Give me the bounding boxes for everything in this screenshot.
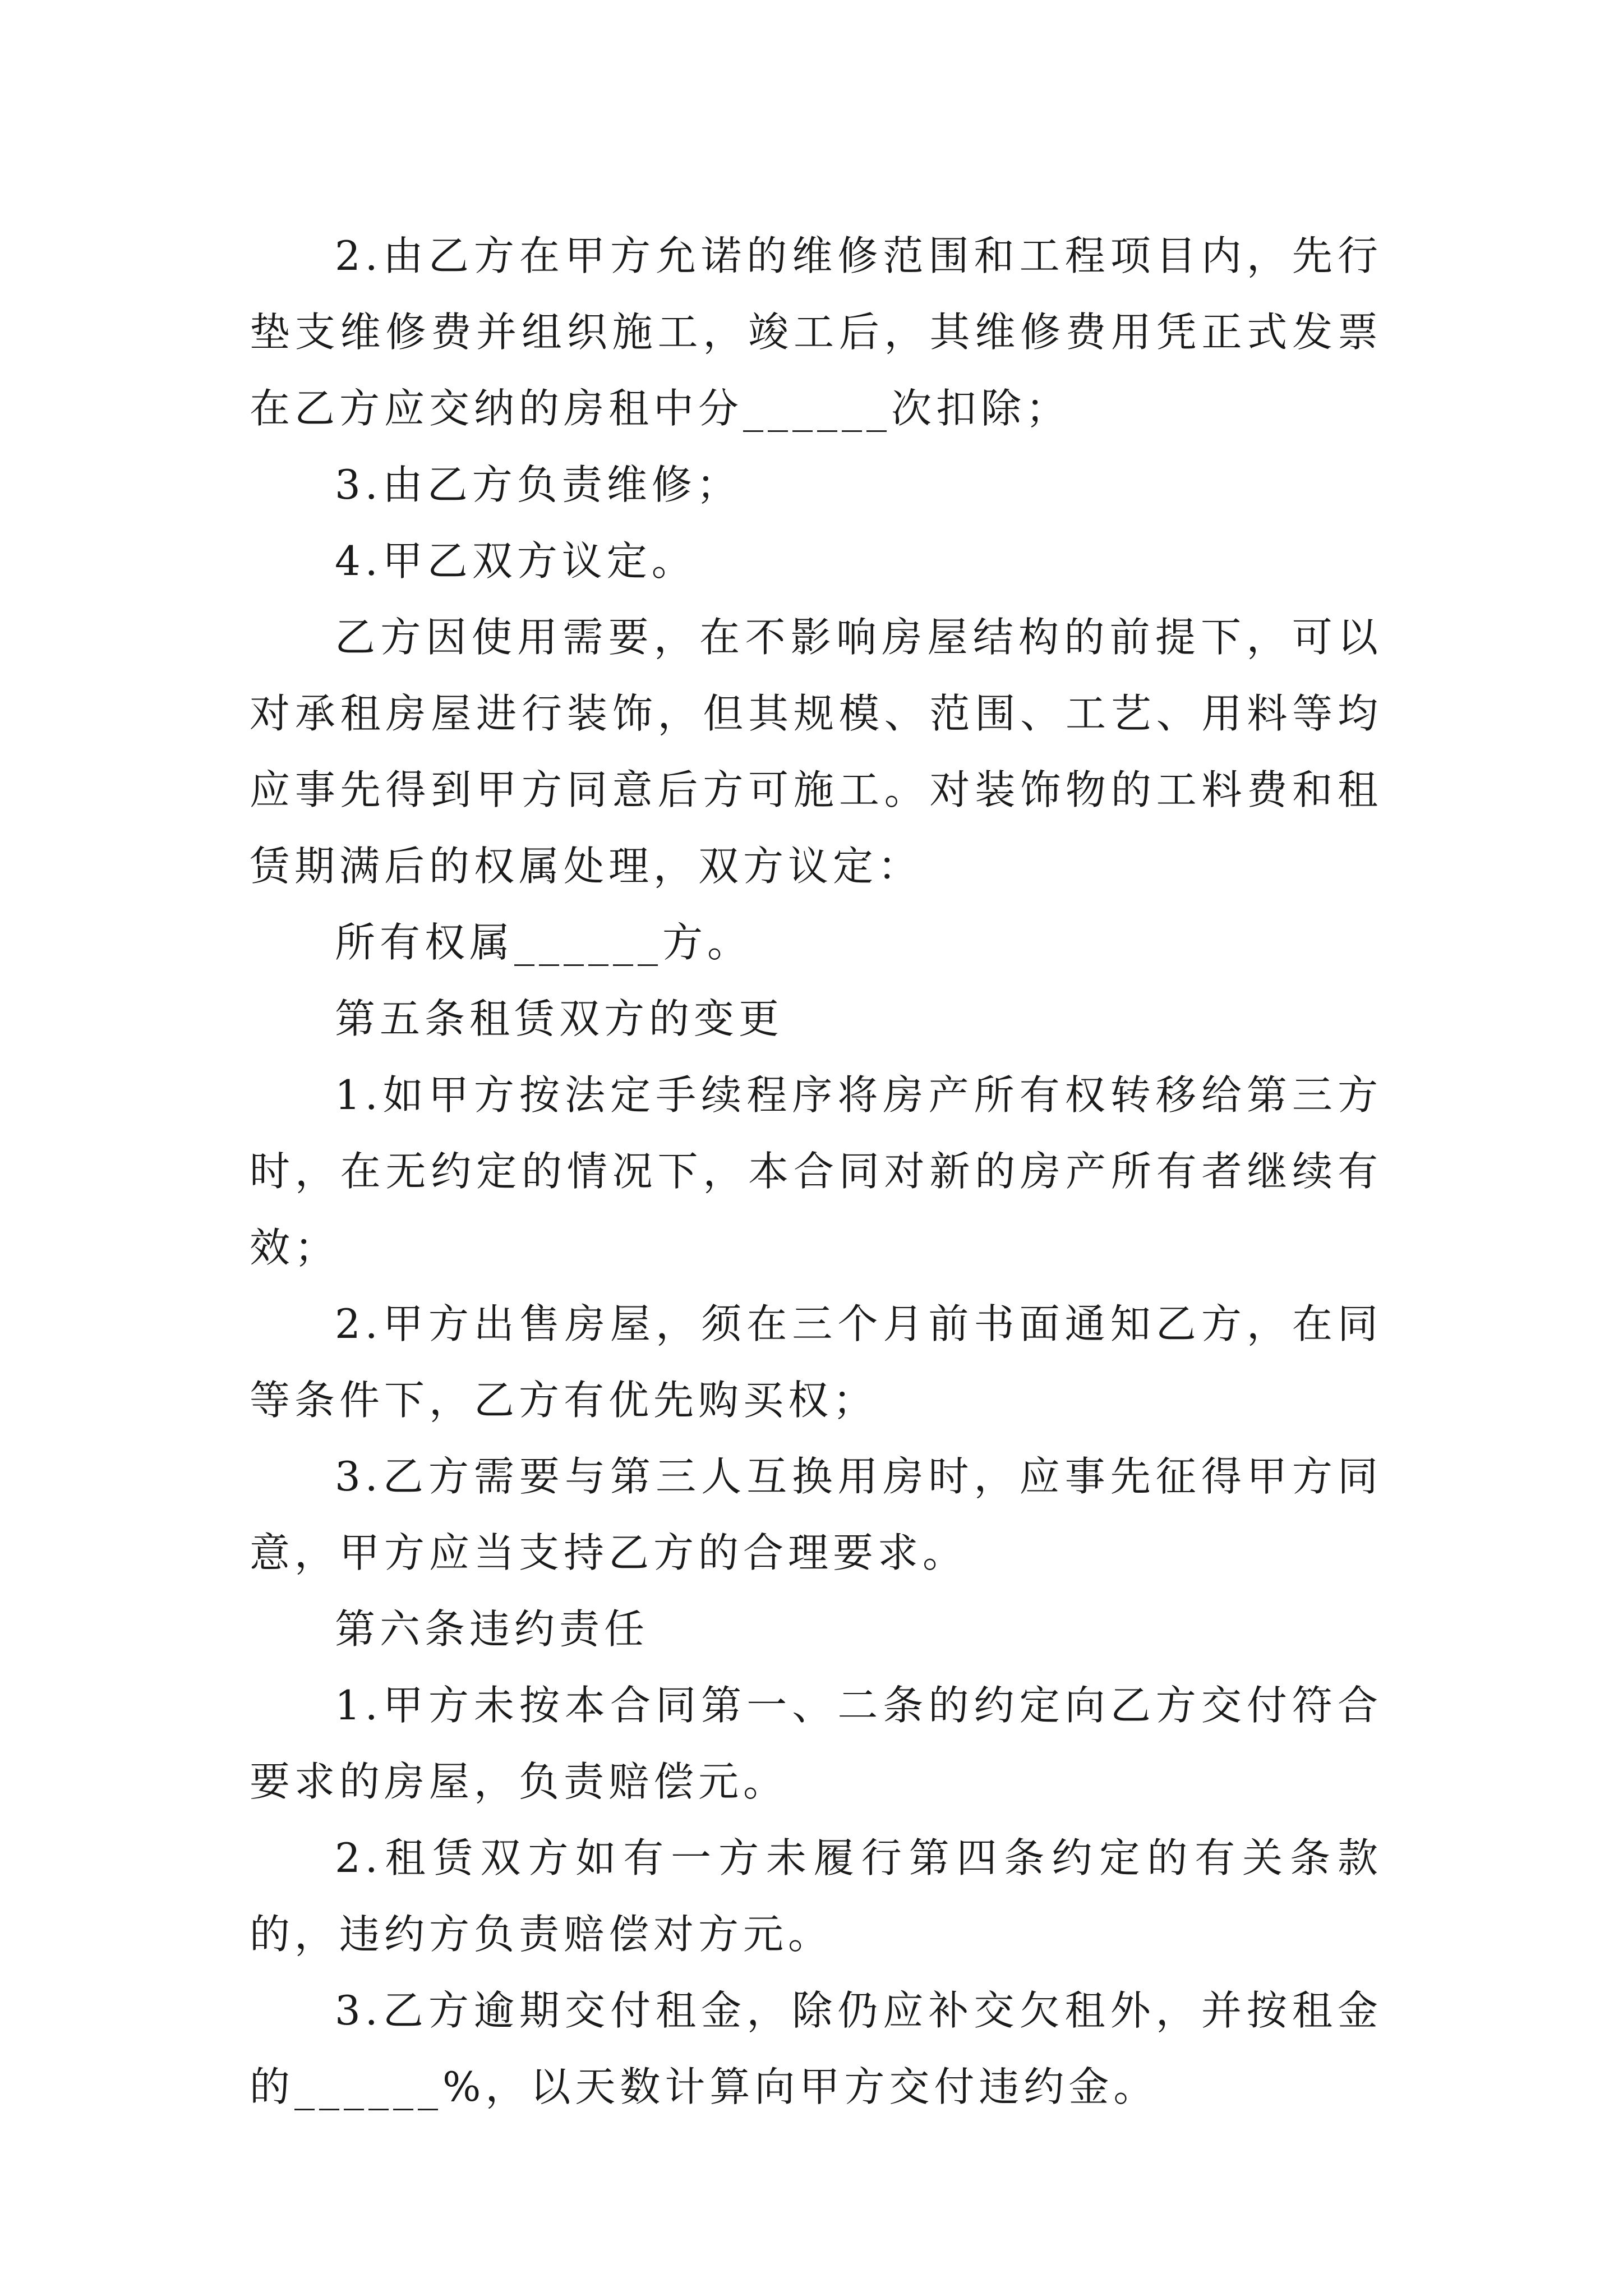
section-heading-article-6: 第六条违约责任 bbox=[335, 1605, 649, 1653]
paragraph-repair-clause-2: 2.由乙方在甲方允诺的维修范围和工程项目内，先行垫支维修费并组织施工，竣工后，其维修费用凭正式发票在乙方应交纳的房租中分______次扣除； bbox=[250, 232, 1382, 432]
paragraph-repair-clause-4: 4.甲乙双方议定。 bbox=[335, 537, 697, 585]
paragraph-decoration: 乙方因使用需要，在不影响房屋结构的前提下，可以对承租房屋进行装饰，但其规模、范围、工艺、用料等均应事先得到甲方同意后方可施工。对装饰物的工料费和租赁期满后的权属处理，双方议定： bbox=[250, 614, 1382, 890]
contract-body bbox=[250, 218, 1382, 2125]
paragraph-breach-clause-3: 3.乙方逾期交付租金，除仍应补交欠租外，并按租金的______%，以天数计算向甲方交付违约金。 bbox=[250, 1987, 1382, 2110]
paragraph-repair-clause-3: 3.由乙方负责维修； bbox=[335, 461, 741, 508]
paragraph-ownership: 所有权属______方。 bbox=[335, 919, 753, 966]
paragraph-breach-clause-1: 1.甲方未按本合同第一、二条的约定向乙方交付符合要求的房屋，负责赔偿元。 bbox=[250, 1682, 1382, 1805]
paragraph-breach-clause-2: 2.租赁双方如有一方未履行第四条约定的有关条款的，违约方负责赔偿对方元。 bbox=[250, 1834, 1382, 1958]
paragraph-change-clause-2: 2.甲方出售房屋，须在三个月前书面通知乙方，在同等条件下，乙方有优先购买权； bbox=[250, 1300, 1382, 1424]
paragraph-change-clause-3: 3.乙方需要与第三人互换用房时，应事先征得甲方同意，甲方应当支持乙方的合理要求。 bbox=[250, 1453, 1382, 1576]
section-heading-article-5: 第五条租赁双方的变更 bbox=[335, 995, 784, 1042]
paragraph-change-clause-1: 1.如甲方按法定手续程序将房产所有权转移给第三方时，在无约定的情况下，本合同对新的房产所有者继续有效； bbox=[250, 1071, 1382, 1271]
